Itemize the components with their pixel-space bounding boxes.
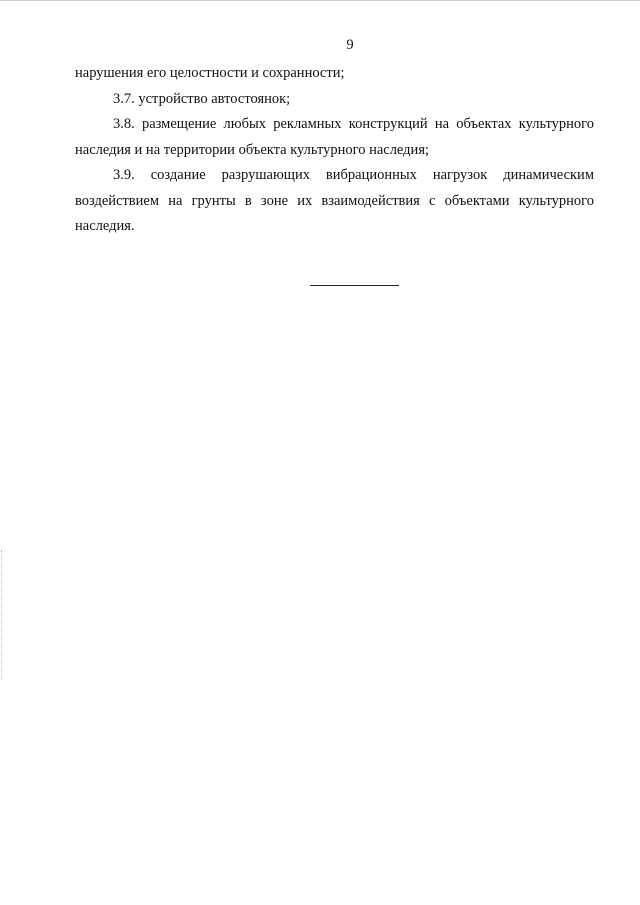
paragraph-3-7: 3.7. устройство автостоянок; [113, 90, 291, 107]
scan-edge-marks [1, 550, 3, 680]
page-top-edge [0, 0, 640, 1]
page-number: 9 [346, 37, 354, 53]
paragraph-3-8: 3.8. размещение любых рекламных конструкций на объектах культурного наследия и на территории объекта культурного наследия; [75, 116, 594, 158]
paragraph-continuation: нарушения его целостности и сохранности; [75, 65, 345, 81]
paragraph-3-9: 3.9. создание разрушающих вибрационных нагрузок динамическим воздействием на грунты в зоне их взаимодействия с объектами культурного наследия. [75, 167, 594, 234]
end-rule-divider [310, 285, 399, 286]
document-body [75, 61, 594, 240]
